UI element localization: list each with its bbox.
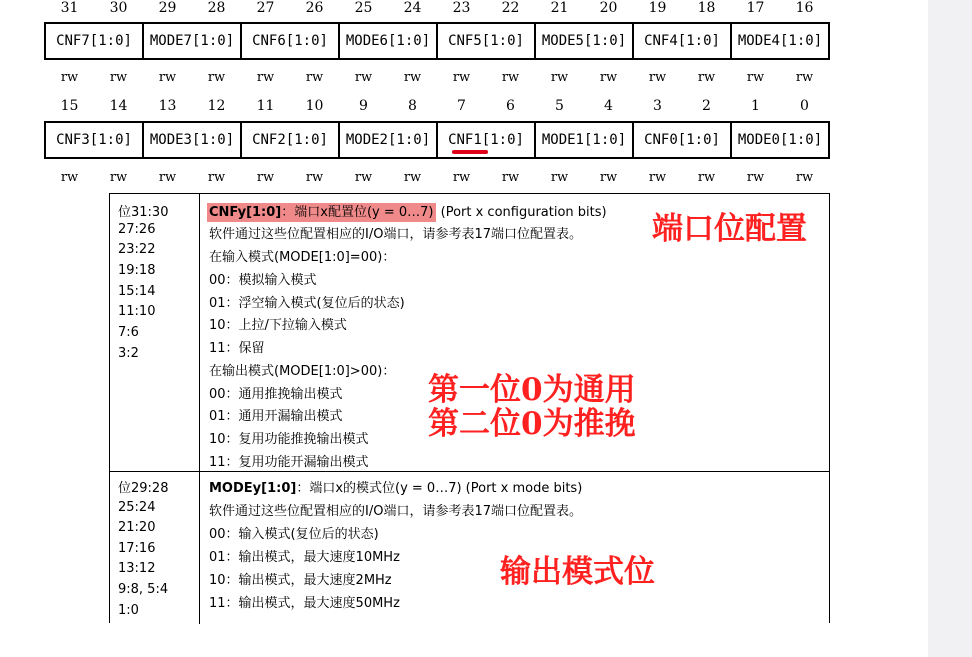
cnf-title-field: CNFy[1:0] — [209, 205, 282, 220]
bit-range: 17:16 — [118, 541, 156, 556]
bit-range: 21:20 — [118, 520, 156, 535]
field-cnf6: CNF6[1:0] — [242, 24, 340, 58]
access-label: rw — [256, 70, 275, 85]
mode-title — [209, 477, 582, 496]
field-cnf7: CNF7[1:0] — [46, 24, 144, 58]
cnf-title-english: (Port x configuration bits) — [436, 205, 607, 220]
access-label: rw — [648, 70, 667, 85]
bit-number: 2 — [702, 98, 711, 114]
bit-number: 27 — [256, 0, 275, 16]
bit-number: 19 — [648, 0, 667, 16]
bit-numbers-low — [45, 98, 829, 114]
access-label: rw — [697, 70, 716, 85]
bit-number: 21 — [550, 0, 569, 16]
mode-section — [110, 472, 829, 624]
bit-number: 0 — [800, 98, 809, 114]
bit-number: 11 — [256, 98, 275, 114]
bit-number: 14 — [109, 98, 128, 114]
bit-number: 7 — [457, 98, 466, 114]
bit-number: 3 — [653, 98, 662, 114]
field-mode0: MODE0[1:0] — [737, 132, 823, 148]
bit-number: 17 — [746, 0, 765, 16]
access-label: rw — [746, 170, 765, 185]
bit-range: 7:6 — [118, 325, 139, 340]
field-cnf4: CNF4[1:0] — [634, 24, 732, 58]
bit-range: 13:12 — [118, 561, 156, 576]
cnf-title-text: ：端口x配置位(y = 0…7) — [281, 205, 434, 220]
bit-number: 10 — [305, 98, 324, 114]
access-label: rw — [746, 70, 765, 85]
field-mode4: MODE4[1:0] — [737, 33, 823, 49]
bit-number: 1 — [751, 98, 760, 114]
access-label: rw — [452, 70, 471, 85]
access-label: rw — [697, 170, 716, 185]
bit-range: 15:14 — [118, 284, 156, 299]
bit-numbers-high — [45, 0, 829, 16]
desc-line: 软件通过这些位配置相应的I/O端口，请参考表17端口位配置表。 — [209, 504, 582, 519]
cnf-bit-positions — [110, 194, 200, 471]
access-row-high — [45, 70, 829, 85]
bit-number: 24 — [403, 0, 422, 16]
annotation-output-mode: 输出模式位 — [500, 554, 655, 590]
access-label: rw — [795, 70, 814, 85]
bit-number: 6 — [506, 98, 515, 114]
access-label: rw — [305, 70, 324, 85]
bit-range: 19:18 — [118, 263, 156, 278]
access-label: rw — [207, 170, 226, 185]
bit-number: 13 — [158, 98, 177, 114]
access-label: rw — [354, 170, 373, 185]
desc-line: 01：浮空输入模式(复位后的状态) — [209, 296, 405, 311]
access-label: rw — [648, 170, 667, 185]
desc-line: 01：通用开漏输出模式 — [209, 409, 343, 424]
access-label: rw — [207, 70, 226, 85]
desc-line: 在输入模式(MODE[1:0]=00)： — [209, 250, 396, 265]
field-mode6: MODE6[1:0] — [340, 24, 438, 58]
bit-range: 11:10 — [118, 304, 156, 319]
bit-range: 位29:28 — [118, 481, 169, 496]
field-mode2: MODE2[1:0] — [340, 123, 438, 157]
field-mode1: MODE1[1:0] — [536, 123, 634, 157]
page-margin — [928, 0, 972, 657]
bit-number: 30 — [109, 0, 128, 16]
bit-number: 12 — [207, 98, 226, 114]
access-label: rw — [452, 170, 471, 185]
register-fields-low — [44, 121, 830, 159]
desc-line: 00：通用推挽输出模式 — [209, 387, 343, 402]
desc-line: 10：复用功能推挽输出模式 — [209, 432, 369, 447]
field-cnf3: CNF3[1:0] — [46, 123, 144, 157]
access-label: rw — [403, 70, 422, 85]
bit-number: 20 — [599, 0, 618, 16]
access-label: rw — [158, 170, 177, 185]
bit-number: 28 — [207, 0, 226, 16]
bit-number: 23 — [452, 0, 471, 16]
field-mode5: MODE5[1:0] — [536, 24, 634, 58]
bit-number: 26 — [305, 0, 324, 16]
access-label: rw — [501, 70, 520, 85]
desc-line: 软件通过这些位配置相应的I/O端口，请参考表17端口位配置表。 — [209, 227, 582, 242]
annotation-port-config: 端口位配置 — [652, 211, 807, 247]
field-cnf2: CNF2[1:0] — [242, 123, 340, 157]
access-label: rw — [305, 170, 324, 185]
bit-range: 9:8, 5:4 — [118, 582, 169, 597]
desc-line: 11：输出模式，最大速度50MHz — [209, 596, 400, 611]
access-label: rw — [501, 170, 520, 185]
annotation-first-bit: 第一位0为通用 — [428, 372, 636, 408]
desc-line: 11：保留 — [209, 341, 265, 356]
field-cnf1-label: CNF1[1:0] — [448, 132, 524, 148]
access-label: rw — [795, 170, 814, 185]
bit-number: 18 — [697, 0, 716, 16]
access-label: rw — [256, 170, 275, 185]
bit-number: 16 — [795, 0, 814, 16]
desc-line: 在输出模式(MODE[1:0]>00)： — [209, 364, 396, 379]
access-row-low — [45, 170, 829, 185]
bit-number: 9 — [359, 98, 368, 114]
bit-range: 23:22 — [118, 242, 156, 257]
bit-range: 1:0 — [118, 603, 139, 618]
access-label: rw — [158, 70, 177, 85]
mode-title-field: MODEy[1:0] — [209, 481, 297, 496]
access-label: rw — [109, 70, 128, 85]
access-label: rw — [354, 70, 373, 85]
access-label: rw — [60, 70, 79, 85]
access-label: rw — [599, 70, 618, 85]
access-label: rw — [550, 70, 569, 85]
mode-bit-positions — [110, 472, 200, 624]
bit-number: 5 — [555, 98, 564, 114]
bit-range: 27:26 — [118, 222, 156, 237]
field-cnf5: CNF5[1:0] — [438, 24, 536, 58]
bit-number: 8 — [408, 98, 417, 114]
access-label: rw — [109, 170, 128, 185]
desc-line: 00：输入模式(复位后的状态) — [209, 527, 379, 542]
bit-range: 位31:30 — [118, 205, 169, 220]
bit-range: 3:2 — [118, 346, 139, 361]
bit-number: 25 — [354, 0, 373, 16]
bit-number: 4 — [604, 98, 613, 114]
bit-number: 31 — [60, 0, 79, 16]
bit-number: 29 — [158, 0, 177, 16]
bit-number: 15 — [60, 98, 79, 114]
annotation-second-bit: 第二位0为推挽 — [428, 406, 636, 442]
bit-range: 25:24 — [118, 500, 156, 515]
bit-number: 22 — [501, 0, 520, 16]
register-fields-high — [44, 22, 830, 60]
desc-line: 01：输出模式，最大速度10MHz — [209, 550, 400, 565]
access-label: rw — [403, 170, 422, 185]
mode-title-text: ：端口x的模式位(y = 0…7) (Port x mode bits) — [296, 481, 583, 496]
field-mode3: MODE3[1:0] — [144, 123, 242, 157]
desc-line: 11：复用功能开漏输出模式 — [209, 455, 369, 470]
access-label: rw — [599, 170, 618, 185]
desc-line: 10：输出模式，最大速度2MHz — [209, 573, 392, 588]
cnf-title — [209, 201, 607, 220]
access-label: rw — [60, 170, 79, 185]
desc-line: 00：模拟输入模式 — [209, 273, 317, 288]
desc-line: 10：上拉/下拉输入模式 — [209, 318, 347, 333]
field-mode7: MODE7[1:0] — [144, 24, 242, 58]
field-cnf0: CNF0[1:0] — [634, 123, 732, 157]
field-cnf1 — [438, 123, 536, 157]
access-label: rw — [550, 170, 569, 185]
red-underline-mark — [452, 150, 488, 154]
